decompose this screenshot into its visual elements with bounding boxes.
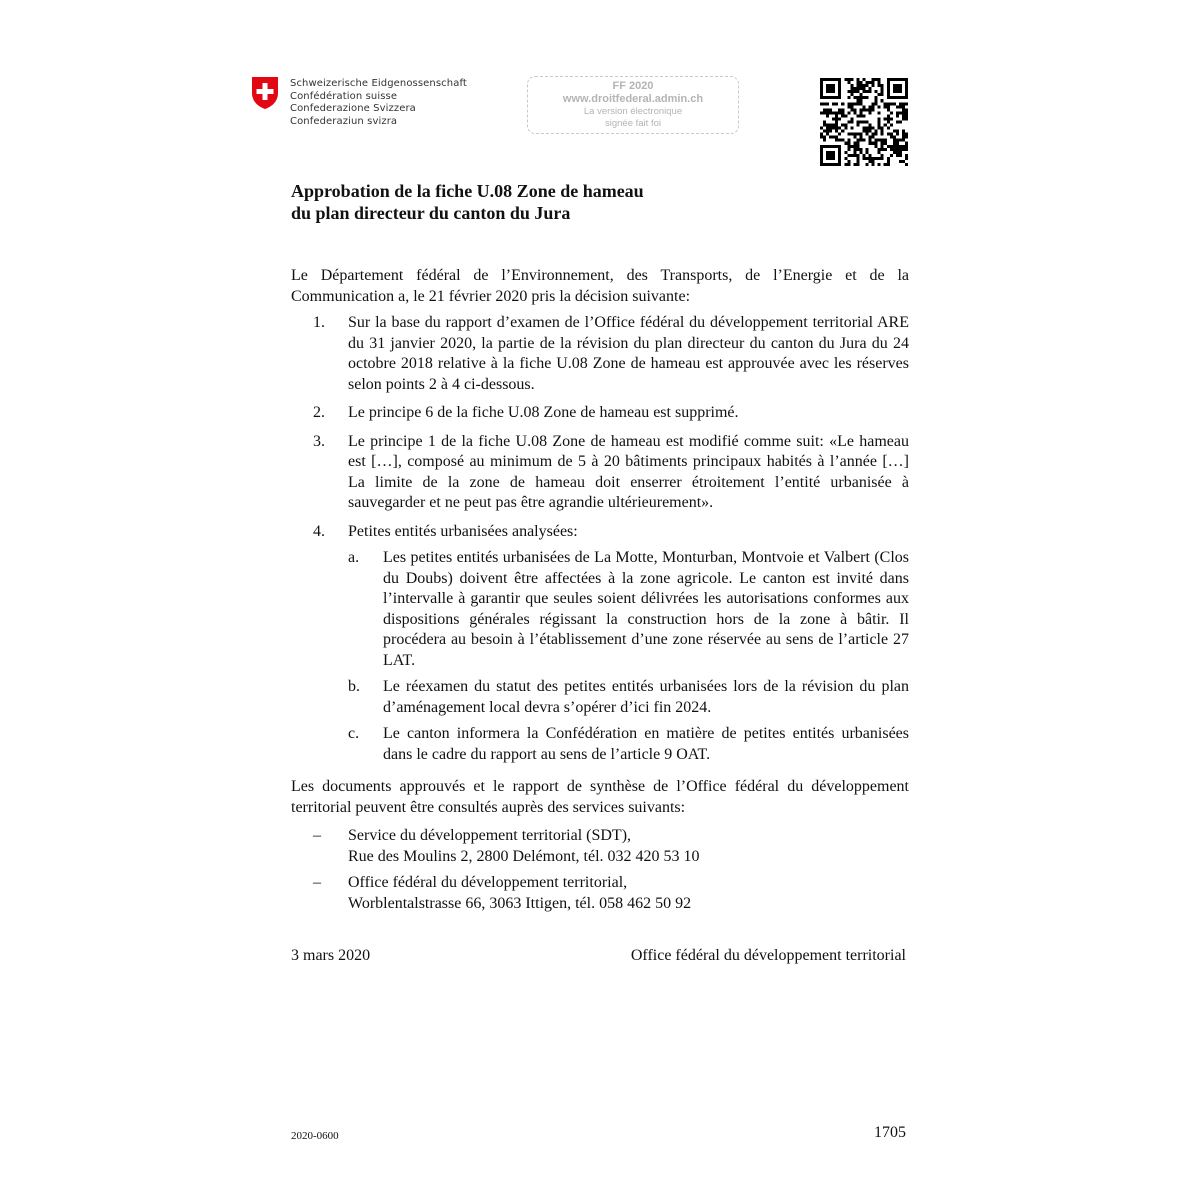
list-dash: – (313, 874, 321, 891)
service-contact: Worblentalstrasse 66, 3063 Ittigen, tél. 058 462 50 92 (348, 894, 692, 912)
service-item (291, 873, 909, 914)
decision-number: 1. (313, 314, 325, 331)
service-list (291, 826, 909, 914)
decision-text: Petites entités urbanisées analysées: (348, 522, 578, 540)
sub-item (348, 724, 909, 765)
issuing-office: Office fédéral du développement territorial (630, 947, 906, 964)
title-line-2: du plan directeur du canton du Jura (291, 203, 571, 223)
sub-item-list (348, 548, 909, 765)
decision-item (291, 313, 909, 395)
sub-item-text: Les petites entités urbanisées de La Motte, Monturban, Montvoie et Valbert (Clos du Doubs) doivent être affectées à la zone agricole. Le canton est invité dans l’intervalle à garantir que seules soient délivrées les autorisations conformes aux dispositions générales régissant la construction hors de la zone à bâtir. Il procédera au besoin à l’établissement d’une zone réservée au sens de l’article 27 LAT. (383, 549, 909, 669)
page-number: 1705 (874, 1124, 906, 1141)
sub-item-text: Le canton informera la Confédération en matière de petites entités urbanisées dans le cadre du rapport au sens de l’article 9 OAT. (383, 725, 909, 763)
stamp-note-line2: signée fait foi (605, 117, 661, 129)
documents-paragraph: Les documents approuvés et le rapport de synthèse de l’Office fédéral du développement territorial peuvent être consultés auprès des services suivants: (291, 778, 909, 816)
agency-name-fr: Confédération suisse (290, 90, 398, 102)
decision-number: 2. (313, 404, 325, 421)
intro-paragraph: Le Département fédéral de l’Environnement, des Transports, de l’Energie et de la Communication a, le 21 février 2020 pris la décision suivante: (291, 267, 909, 305)
decision-number: 4. (313, 522, 325, 540)
decision-item (291, 403, 909, 424)
sub-item-letter: b. (348, 678, 360, 695)
stamp-website-link[interactable]: www.droitfederal.admin.ch (562, 93, 704, 105)
stamp-ff-reference: FF 2020 (612, 80, 654, 92)
decision-item (291, 522, 909, 772)
page-title (291, 180, 644, 224)
document-number: 2020-0600 (291, 1130, 339, 1142)
agency-name-it: Confederazione Svizzera (290, 103, 416, 114)
decision-date: 3 mars 2020 (291, 947, 371, 964)
agency-name-rm: Confederaziun svizra (290, 115, 398, 127)
service-contact: Rue des Moulins 2, 2800 Delémont, tél. 032 420 53 10 (348, 847, 700, 865)
agency-name-de: Schweizerische Eidgenossenschaft (290, 78, 467, 89)
list-dash: – (313, 827, 321, 844)
sub-item (348, 677, 909, 718)
sub-item (348, 548, 909, 671)
sub-item-letter: c. (348, 725, 360, 742)
decision-text: Le principe 6 de la fiche U.08 Zone de hameau est supprimé. (348, 404, 739, 421)
qr-code-icon (820, 78, 908, 166)
federal-agency-names (290, 78, 467, 128)
sub-item-text: Le réexamen du statut des petites entités urbanisées lors de la révision du plan d’aménagement local devra s’opérer d’ici fin 2024. (383, 678, 909, 716)
decision-number: 3. (313, 432, 325, 450)
service-name: Service du développement territorial (SDT), (348, 827, 632, 844)
decision-text: Le principe 1 de la fiche U.08 Zone de hameau est modifié comme suit: «Le hameau est […], composé au minimum de 5 à 20 bâtiments principaux habités à l’année […] La limite de la zone de hameau doit enserrer étroitement l’entité urbanisée à sauvegarder et ne peut pas être agrandie ultérieurement». (348, 432, 909, 511)
decision-item (291, 432, 909, 514)
decision-text: Sur la base du rapport d’examen de l’Office fédéral du développement territorial ARE du 31 janvier 2020, la partie de la révision du plan directeur du canton du Jura du 24 octobre 2018 relative à la fiche U.08 Zone de hameau est approuvée avec les réserves selon points 2 à 4 ci-dessous. (348, 314, 909, 393)
decision-list (291, 313, 909, 771)
title-line-1: Approbation de la fiche U.08 Zone de hameau (291, 181, 644, 201)
electronic-version-stamp (527, 76, 739, 134)
decision-body (348, 522, 909, 772)
service-name: Office fédéral du développement territorial, (348, 874, 628, 891)
service-address (348, 873, 909, 914)
swiss-coat-of-arms-icon (251, 76, 279, 110)
service-item (291, 826, 909, 867)
stamp-note-line1: La version électronique (583, 106, 683, 117)
service-address (348, 826, 909, 867)
document-body (291, 266, 909, 920)
sub-item-letter: a. (348, 549, 360, 566)
